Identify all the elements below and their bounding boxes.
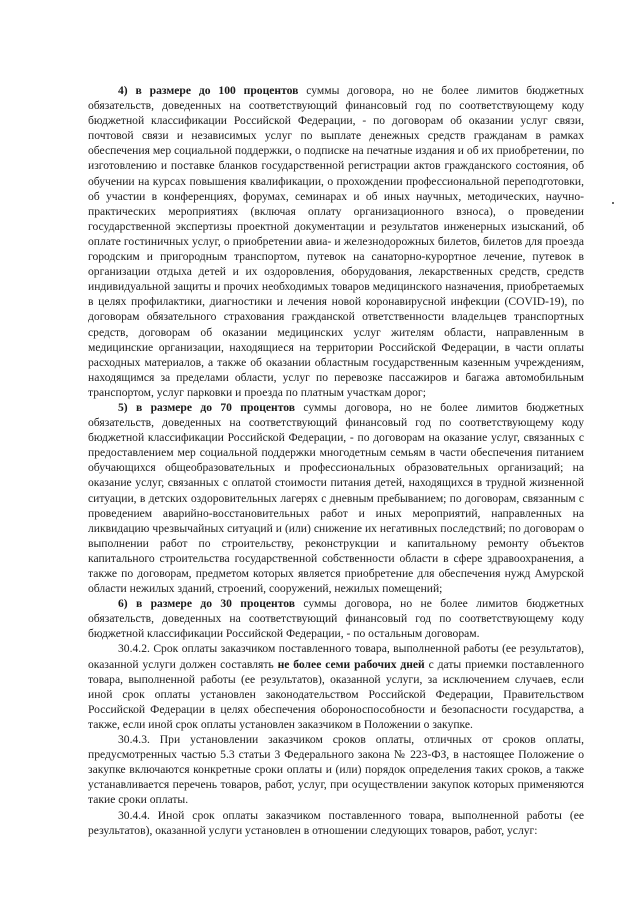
clause-6-paragraph — [88, 596, 584, 641]
section-30-4-2-before: 30.4.2. Срок оплаты заказчиком поставленного товара, выполненной работы (ее результатов), оказанной услуги должен составлять — [88, 642, 584, 671]
clause-5-lead: 5) в размере до 70 процентов — [118, 400, 296, 414]
clause-6-lead: 6) в размере до 30 процентов — [118, 597, 296, 611]
section-30-4-4-paragraph: 30.4.4. Иной срок оплаты заказчиком поставленного товара, выполненной работы (ее результатов), оказанной услуги установлен в отношении следующих товаров, работ, услуг: — [88, 808, 584, 837]
section-30-4-2-emphasis: не более семи рабочих дней — [277, 657, 425, 671]
clause-4-paragraph — [88, 83, 584, 400]
clause-5-paragraph — [88, 400, 584, 596]
section-30-4-3-paragraph: 30.4.3. При установлении заказчиком сроков оплаты, отличных от сроков оплаты, предусмотренных частью 5.3 статьи 3 Федерального закона № 223-ФЗ, в настоящее Положение о закупке включаются конкретные сроки оплаты и (или) порядок определения таких сроков, а также устанавливается перечень товаров, работ, услуг, при осуществлении закупок которых применяются такие сроки оплаты. — [88, 733, 584, 807]
clause-4-text: суммы договора, но не более лимитов бюджетных обязательств, доведенных на соответствующий финансовый год по соответствующему коду бюджетной классификации Российской Федерации, - по договорам об оказании услуг связи, почтовой связи и независимых услуг по выплате денежных средств гражданам в рамках обеспечения мер социальной поддержки, о подписке на печатные издания и об их приобретении, по изготовлению и поставке бланков государственной регистрации актов гражданского состояния, об обучении на курсах повышения квалификации, о прохождении профессиональной переподготовки, об участии в конференциях, форумах, семинарах и об иных научных, методических, научно-практических мероприятиях (включая оплату организационного взноса), о проведении государственной экспертизы проектной документации и результатов инженерных изысканий, об оплате гостиничных услуг, о приобретении авиа- и железнодорожных билетов, билетов для проезда городским и пригородным транспортом, путевок на санаторно-курортное лечение, путевок в организации отдыха детей и их оздоровления, оборудования, лекарственных средств, средств индивидуальной защиты и прочих необходимых товаров медицинского назначения, приобретаемых в целях профилактики, диагностики и лечения новой коронавирусной инфекции (COVID-19), по договорам обязательного страхования гражданской ответственности владельцев транспортных средств, договорам об оказании медицинских услуг жителям области, направленным в медицинские организации, находящиеся на территории Российской Федерации, в части оплаты расходных материалов, а также об оказании областным государственным казенным учреждениям, находящимся за пределами области, услуг по перевозке пассажиров и багажа автомобильным транспортом, услуг парковки и проезда по платным участкам дорог; — [88, 84, 584, 399]
section-30-4-2-after: с даты приемки поставленного товара, выполненной работы (ее результатов), оказанной услуги, за исключением случаев, если иной срок оплаты установлен законодательством Российской Федерации, Правительством Российской Федерации в целях обеспечения обороноспособности и безопасности государства, а также, если иной срок оплаты установлен заказчиком в Положении о закупке. — [88, 657, 584, 731]
clause-6-text: суммы договора, но не более лимитов бюджетных обязательств, доведенных на соответствующий финансовый год по соответствующему коду бюджетной классификации Российской Федерации, - по остальным договорам. — [88, 597, 584, 641]
scan-speck — [612, 202, 614, 204]
document-page — [88, 83, 584, 838]
clause-5-text: суммы договора, но не более лимитов бюджетных обязательств, доведенных на соответствующий финансовый год по соответствующему коду бюджетной классификации Российской Федерации, - по договорам на оказание услуг, связанных с предоставлением мер социальной поддержки многодетным семьям в части обеспечения питанием обучающихся общеобразовательных и профессиональных образовательных организаций; на оказание услуг, связанных с оплатой стоимости питания детей, находящихся в трудной жизненной ситуации, в детских оздоровительных лагерях с дневным пребыванием; по договорам, связанным с проведением аварийно-восстановительных работ и иных мероприятий, направленных на ликвидацию чрезвычайных ситуаций и (или) снижение их негативных последствий; по договорам о выполнении работ по строительству, реконструкции и капитальному ремонту объектов капитального строительства государственной собственности области в сфере здравоохранения, а также по договорам, предметом которых является приобретение для обеспечения нужд Амурской области нежилых зданий, строений, сооружений, нежилых помещений; — [88, 400, 584, 596]
clause-4-lead: 4) в размере до 100 процентов — [118, 84, 299, 97]
section-30-4-2-paragraph — [88, 641, 584, 732]
